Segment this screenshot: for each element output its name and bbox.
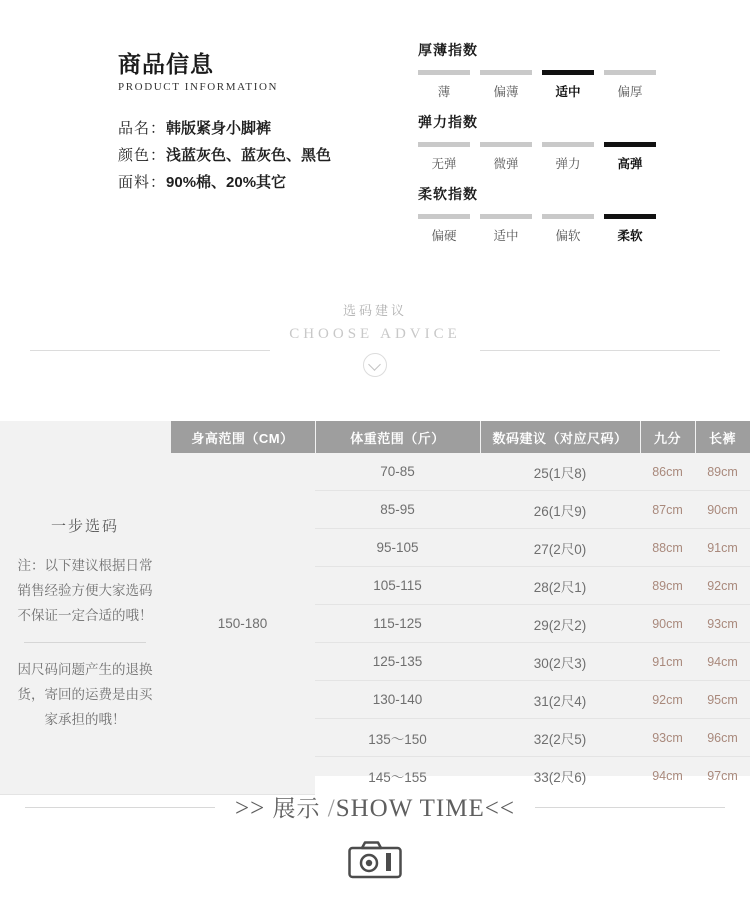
attribute-label: 颜色： [118,147,167,165]
show-time-section [0,790,750,879]
meter-bar-active [604,142,656,147]
weight-cell: 105-115 [315,567,480,605]
product-attribute-row [118,142,418,169]
size-note-text-1: 注：以下建议根据日常销售经验方便大家选码不保证一定合适的哦！ [17,558,153,624]
divider-line-right [535,807,725,808]
weight-cell: 95-105 [315,529,480,567]
meter-label: 适中 [555,85,581,99]
long-length-cell: 91cm [695,529,750,567]
product-information-block [118,52,418,196]
product-attribute-row [118,169,418,196]
size-cell: 29(2尺2) [480,605,640,643]
table-header-blank [0,421,170,453]
meter-label: 适中 [493,229,519,243]
size-cell: 33(2尺6) [533,769,587,785]
show-time-cn: 展示 [272,795,321,821]
meter-cell [480,70,532,100]
meter-cell [604,142,656,172]
weight-cell: 125-135 [315,643,480,681]
size-cell: 31(2尺4) [480,681,640,719]
weight-cell: 145～155 [368,769,427,785]
show-time-left-arrows: >> [235,795,266,822]
attribute-value: 90%棉、20%其它 [166,174,287,192]
meter-cell [542,142,594,172]
size-cell: 26(1尺9) [480,491,640,529]
table-header-height: 身高范围（CM） [170,421,315,453]
advice-title-cn: 选码建议 [342,303,407,318]
show-time-right-arrows: << [484,795,515,822]
meter-bar [418,214,470,219]
chevron-down-icon [363,353,387,377]
meter-label: 偏硬 [431,229,457,243]
meter-bar [480,70,532,75]
size-note-title: 一步选码 [50,518,119,536]
meter-title: 柔软指数 [418,186,478,202]
long-length-cell: 95cm [695,681,750,719]
nine-length-cell: 88cm [640,529,695,567]
page-subtitle: PRODUCT INFORMATION [118,81,279,94]
meter-bar [480,142,532,147]
nine-length-cell: 94cm [652,768,683,783]
meter-label: 薄 [437,85,451,99]
nine-length-cell: 91cm [640,643,695,681]
meter-cell [480,214,532,244]
meter-bar [480,214,532,219]
meter-bar [418,70,470,75]
table-header-weight: 体重范围（斤） [315,421,480,453]
weight-cell: 70-85 [315,453,480,491]
meter-bar [542,214,594,219]
show-time-slash: / [327,795,336,822]
attribute-value: 韩版紧身小脚裤 [166,120,272,138]
long-length-cell: 94cm [695,643,750,681]
page-title: 商品信息 [118,51,214,77]
nine-length-cell: 93cm [640,719,695,757]
nine-length-cell: 89cm [640,567,695,605]
meter-cell [604,214,656,244]
meter-title: 厚薄指数 [418,42,478,58]
meter-cell [542,214,594,244]
size-chart-block [0,421,750,785]
meter-bar-row [418,214,668,244]
size-cell: 28(2尺1) [480,567,640,605]
long-length-cell: 90cm [695,491,750,529]
camera-icon [348,839,402,879]
nine-length-cell: 86cm [640,453,695,491]
divider-line-left [30,350,270,351]
size-note-cell [0,453,170,794]
meter-cell [542,70,594,100]
meter-cell [418,142,470,172]
nine-length-cell: 90cm [640,605,695,643]
meter-bar-row [418,70,668,100]
long-length-cell: 96cm [695,719,750,757]
weight-cell: 85-95 [315,491,480,529]
meter-bar [418,142,470,147]
table-row [0,453,750,491]
index-meters [418,40,668,256]
meter-cell [604,70,656,100]
meter-group-softness [418,184,668,244]
size-cell: 25(1尺8) [480,453,640,491]
meter-bar-row [418,142,668,172]
meter-title: 弹力指数 [418,114,478,130]
long-length-cell: 92cm [695,567,750,605]
meter-label: 弹力 [555,157,581,171]
meter-label: 偏软 [555,229,581,243]
table-header-nine: 九分 [640,421,695,453]
attribute-label: 面料： [118,174,167,192]
meter-bar-active [604,214,656,219]
meter-cell [480,142,532,172]
meter-label: 高弹 [617,157,643,171]
nine-length-cell: 92cm [640,681,695,719]
size-table [0,421,750,795]
attribute-value: 浅蓝灰色、蓝灰色、黑色 [166,147,332,165]
meter-cell [418,70,470,100]
weight-cell: 115-125 [315,605,480,643]
height-range-cell: 150-180 [170,453,315,794]
size-cell: 32(2尺5) [480,719,640,757]
meter-label: 微弹 [493,157,519,171]
table-header-size: 数码建议（对应尺码） [480,421,640,453]
meter-group-elasticity [418,112,668,172]
long-length-cell: 93cm [695,605,750,643]
show-time-en: SHOW TIME [335,795,485,822]
meter-label: 无弹 [431,157,457,171]
meter-group-thickness [418,40,668,100]
weight-cell: 130-140 [315,681,480,719]
choose-advice-divider [0,300,750,377]
meter-bar-active [542,70,594,75]
table-header-row [0,421,750,453]
size-cell: 30(2尺3) [480,643,640,681]
meter-bar [542,142,594,147]
meter-label: 偏薄 [493,85,519,99]
size-note-text-2: 因尺码问题产生的退换货，寄回的运费是由买家承担的哦！ [17,662,153,728]
meter-bar [604,70,656,75]
nine-length-cell: 87cm [640,491,695,529]
meter-label: 柔软 [617,229,643,243]
meter-label: 偏厚 [617,85,643,99]
divider-line-left [25,807,215,808]
product-attribute-list [118,115,418,196]
meter-cell [418,214,470,244]
note-divider [24,642,146,643]
advice-title-en: CHOOSE ADVICE [289,326,461,342]
long-length-cell: 97cm [707,768,738,783]
attribute-label: 品名： [118,120,167,138]
size-cell: 27(2尺0) [480,529,640,567]
divider-line-right [480,350,720,351]
weight-cell: 135～150 [315,719,480,757]
table-header-long: 长裤 [695,421,750,453]
product-attribute-row [118,115,418,142]
long-length-cell: 89cm [695,453,750,491]
